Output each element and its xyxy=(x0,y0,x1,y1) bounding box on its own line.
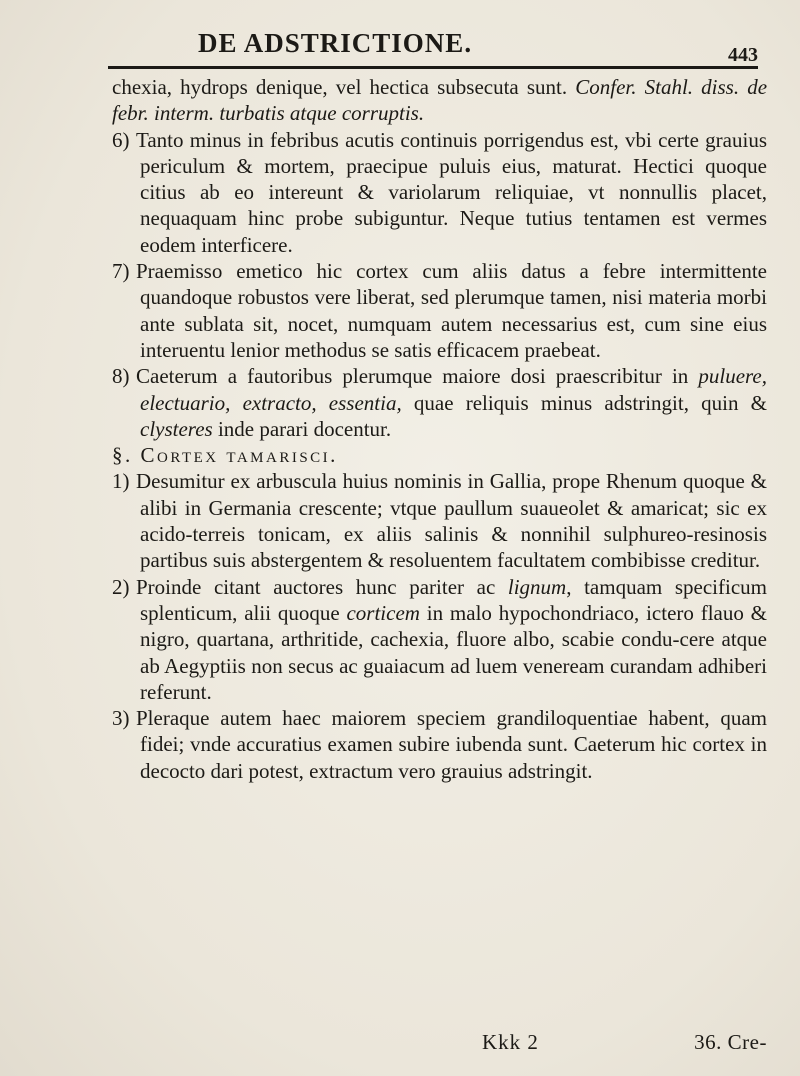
running-head xyxy=(108,28,758,68)
item-number: 7) xyxy=(112,259,130,284)
item-text: in malo hypochondriaco, ictero flauo & nigro, quartana, arthritide, cachexia, fluore albo, scabie condu-cere atque ab Aegyptiis non secus ac guaiacum ad luem veneream curandam adhiberi referunt. xyxy=(140,600,767,704)
item-text: Caeterum a fautoribus plerumque maiore dosi praescribitur in xyxy=(136,364,699,389)
continuation-paragraph xyxy=(112,74,767,127)
item-text: , tamquam specificum splenticum, alii quoque xyxy=(140,574,767,625)
item-text: Praemisso emetico hic cortex cum aliis datus a febre intermittente quandoque robustos vere liberat, sed plerumque tamen, nisi materia morbi ante sublata sit, nocet, numquam autem necessarius est, cum sine eius interuentu lenior methodus se satis efficacem praebeat. xyxy=(136,259,767,362)
continuation-text: chexia, hydrops denique, vel hectica subsecuta sunt. xyxy=(112,75,568,99)
section-heading xyxy=(112,442,767,468)
item-number: 2) xyxy=(112,574,130,599)
item-emphasis: puluere, electuario, extracto, essentia, xyxy=(140,364,767,415)
item-emphasis: clysteres xyxy=(140,416,213,441)
item-text: Tanto minus in febribus acutis continuis porrigendus est, vbi certe grauius periculum & mortem, praecipue puluis eius, maturat. Hectici quoque citius ab eo intereunt & variolarum reliquiae, vt nonnullis placet, nequaquam hinc probe subiguntur. Neque tutius tentamen est vermes eodem interficere. xyxy=(136,127,767,257)
section-title: Cortex tamarisci. xyxy=(140,443,338,468)
item-text: Pleraque autem haec maiorem speciem grandiloquentiae habent, quam fidei; vnde accuratius examen subire iubenda sunt. Caeterum hic cortex in decocto dari potest, extractum vero grauius adstringit. xyxy=(136,706,767,783)
page-footer xyxy=(112,1030,767,1058)
numbered-item-8 xyxy=(112,363,767,442)
item-emphasis: lignum xyxy=(507,574,567,599)
item-number: 8) xyxy=(112,364,130,389)
item-text: Proinde citant auctores hunc pariter ac xyxy=(136,574,508,599)
body-text xyxy=(112,74,767,784)
item-text: inde parari docentur. xyxy=(212,416,392,441)
numbered-item-1 xyxy=(112,468,767,573)
catchword: 36. Cre- xyxy=(694,1030,767,1054)
head-rule xyxy=(108,66,758,69)
numbered-item-6 xyxy=(112,127,767,258)
item-emphasis: corticem xyxy=(346,600,420,625)
item-text: Desumitur ex arbuscula huius nominis in Gallia, prope Rhenum quoque & alibi in Germania crescente; vtque paullum suaueolet & amaricat; sic ex acido-terreis tonicam, ex aliis salinis & nonnihil sulphureo-resinosis partibus suis abstergentem & resoluentem facultatem combibisse creditur. xyxy=(136,469,767,573)
item-number: 3) xyxy=(112,706,130,731)
reference-citation: Confer. Stahl. diss. de febr. interm. turbatis atque corruptis. xyxy=(112,75,768,126)
numbered-item-2 xyxy=(112,574,767,705)
item-number: 6) xyxy=(112,127,130,152)
page-number: 443 xyxy=(728,44,758,66)
signature-mark: Kkk 2 xyxy=(482,1030,539,1054)
running-title: DE ADSTRICTIONE. xyxy=(198,28,473,58)
numbered-item-3 xyxy=(112,705,767,784)
item-text: quae reliquis minus adstringit, quin & xyxy=(401,390,767,415)
section-mark: §. xyxy=(112,443,133,468)
item-number: 1) xyxy=(112,469,130,494)
numbered-item-7 xyxy=(112,258,767,363)
